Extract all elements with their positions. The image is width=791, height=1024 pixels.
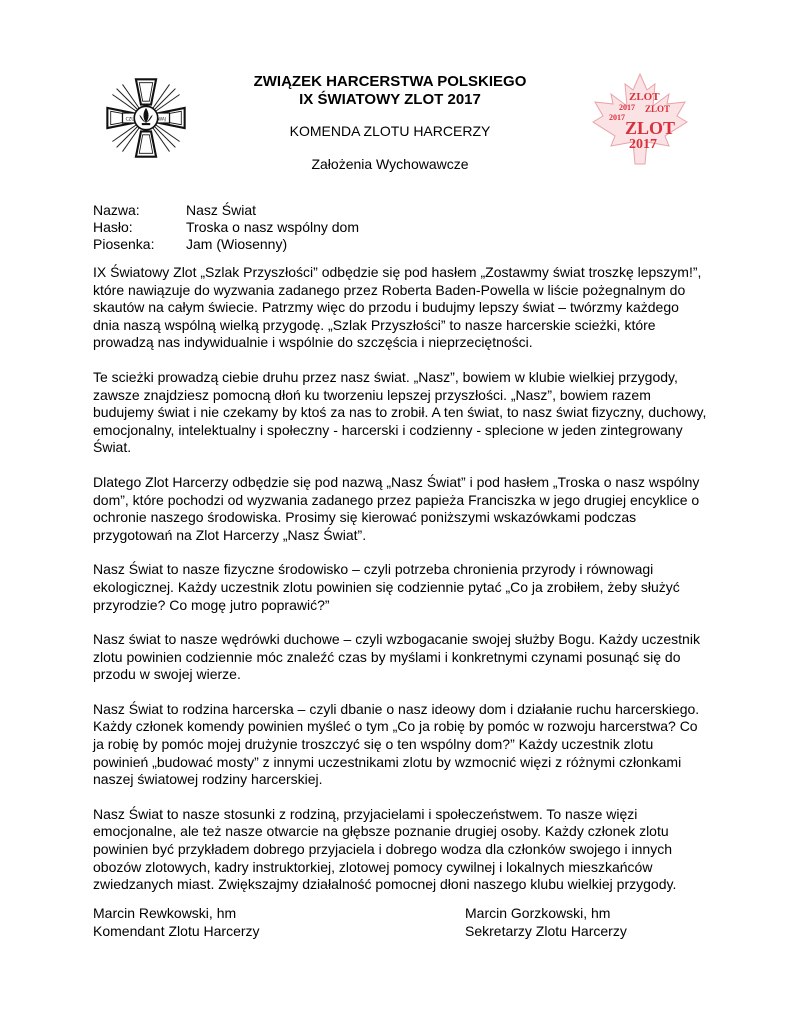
zlot-word-1: ZLOT [629, 91, 660, 103]
zlot-2017-maple-leaf-logo [589, 72, 691, 172]
paragraph: Te scieżki prowadzą ciebie druhu przez nasz świat. „Nasz”, bowiem w klubie wielkiej przygody, zawsze znajdziesz pomocną dłoń ku tworzeniu lepszej przyszłości. „Nasz”, bowiem razem budujemy świat i nie czekamy by ktoś za nas to zrobił. A ten świat, to nasz świat fizyczny, duchowy, emocjonalny, intelektualny i społeczny - harcerski i codzienny - splecione w jeden zintegrowany Świat. [93, 368, 707, 456]
paragraph: Nasz Świat to nasze fizyczne środowisko – czyli potrzeba chronienia przyrody i równowagi ekologicznej. Każdy uczestnik zlotu powinien się codziennie pytać „Co ja zrobiłem, żeby służyć przyrodzie? Co mogę jutro poprawić?” [93, 561, 680, 613]
harcerski-cross-logo [104, 76, 188, 160]
info-value: Jam (Wiosenny) [186, 236, 288, 252]
zlot-word-3: ZLOT [625, 118, 676, 138]
zlot-year-1: 2017 [619, 103, 635, 112]
committee-name: KOMENDA ZLOTU HARCERZY [289, 123, 491, 139]
info-row-motto [93, 219, 359, 236]
paragraph: Nasz świat to nasze wędrówki duchowe – czyli wzbogacanie swojej służby Bogu. Każdy uczestnik zlotu powinien codziennie móc znaleźć czas by myślami i konkretnymi czynami posunąć się do przodu w swojej wierze. [93, 631, 700, 683]
svg-text:WAJ: WAJ [157, 116, 166, 122]
info-row-song [93, 236, 359, 253]
document-body [93, 264, 707, 911]
zlot-year-3: 2017 [629, 137, 657, 152]
paragraph: Nasz Świat to nasze stosunki z rodziną, przyjacielami i społeczeństwem. To nasze więzi emocjonalne, ale też nasze otwarcie na głębsze poznanie drugiej osoby. Każdy członek zlotu powinien być przykładem dobrego przyjaciela i dobrego wodza dla członków swojego i innych obozów zlotowych, kadry instruktorkiej, zlotowej pomocy cywilnej i lokalnych mieszkańców zwiedzanych miast. Zwiększajmy działalność pomocnej dłoni naszego klubu wielkiej przygody. [93, 805, 677, 893]
info-value: Troska o nasz wspólny dom [186, 219, 359, 235]
document-header [190, 73, 590, 173]
paragraph: IX Światowy Zlot „Szlak Przyszłości” odbędzie się pod hasłem „Zostawmy świat troszkę lepszym!”, które nawiązuje do wyzwania zadanego przez Roberta Baden-Powella w liście pożegnalnym do skautów na całym świecie. Patrzmy więc do przodu i budujmy lepszy świat – twórzmy każdego dnia naszą wspólną wielką przygodę. „Szlak Przyszłości” to nasze harcerskie scieżki, które prowadzą nas indywidualnie i wspólnie do szczęścia i nieprzeciętności. [93, 264, 702, 351]
info-value: Nasz Świat [186, 202, 257, 218]
signature-role: Komendant Zlotu Harcerzy [93, 922, 260, 939]
signature-commander [93, 905, 260, 940]
signature-name: Marcin Gorzkowski, hm [465, 905, 611, 921]
paragraph: Nasz Świat to rodzina harcerska – czyli dbanie o nasz ideowy dom i działanie ruchu harcerskiego. Każdy członek komendy powinien myśleć o tym „Co ja robię by pomóc w rozwoju harcerstwa? Co ja robię by pomóc mojej drużynie troszczyć się o ten wspólny dom?” Każdy uczestnik zlotu powinień „budować mosty” z innymi uczestnikami zlotu by wzmocnić więzi z różnymi członkami naszej światowej rodziny harcerskiej. [93, 700, 700, 788]
info-label: Nazwa: [93, 202, 140, 218]
info-label: Hasło: [93, 219, 133, 235]
document-title: Założenia Wychowawcze [311, 156, 469, 172]
signature-secretary [465, 905, 627, 940]
svg-text:CZU: CZU [125, 116, 135, 122]
signature-role: Sekretarzy Zlotu Harcerzy [465, 922, 627, 939]
cross-icon [104, 76, 188, 160]
paragraph: Dlatego Zlot Harcerzy odbędzie się pod nazwą „Nasz Świat” i pod hasłem „Troska o nasz wspólny dom”, które pochodzi od wyzwania zadanego przez papieża Franciszka w jego drugiej encyklice o ochronie naszego środowiska. Prosimy się kierować poniższymi wskazówkami podczas przygotowań na Zlot Harcerzy „Nasz Świat”. [93, 473, 700, 543]
zlot-word-2: ZLOT [645, 104, 671, 114]
zlot-year-2: 2017 [609, 113, 625, 122]
info-label: Piosenka: [93, 236, 155, 252]
maple-leaf-icon [589, 72, 691, 172]
event-name: IX ŚWIATOWY ZLOT 2017 [299, 91, 481, 108]
info-block [93, 202, 359, 253]
organization-name: ZWIĄZEK HARCERSTWA POLSKIEGO [253, 73, 527, 90]
signature-name: Marcin Rewkowski, hm [93, 905, 237, 921]
info-row-name [93, 202, 359, 219]
